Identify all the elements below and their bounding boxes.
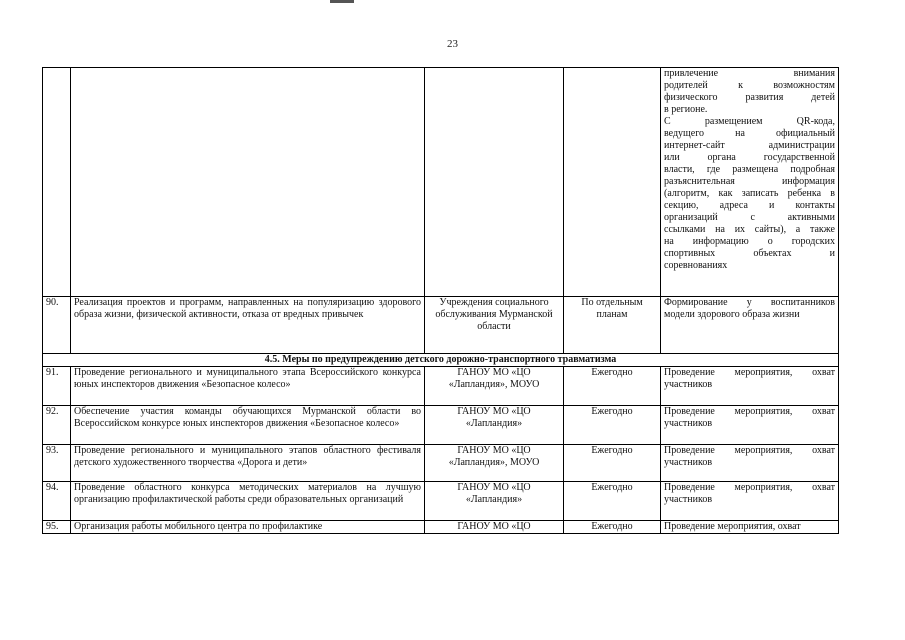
executor-text: ГАНОУ МО «ЦО <box>425 521 564 534</box>
row-number: 90. <box>43 297 71 354</box>
activity-text: Реализация проектов и программ, направленных на популяризацию здорового образа жизни, физической активности, отказа от вредных привычек <box>71 297 425 354</box>
executor-text: ГАНОУ МО «ЦО «Лапландия» <box>425 406 564 445</box>
page-number: 23 <box>447 38 458 50</box>
result-line: родителей к возможностям <box>664 80 835 91</box>
scan-mark <box>330 0 354 3</box>
measures-table <box>42 67 839 534</box>
result-line: ведущего на официальный <box>664 128 835 139</box>
result-line: ссылками на их сайты), а также <box>664 224 835 235</box>
table-row-continuation <box>43 68 839 297</box>
activity-text: Проведение регионального и муниципального этапа Всероссийского конкурса юных инспекторов движения «Безопасное колесо» <box>71 367 425 406</box>
activity-text: Проведение регионального и муниципального этапов областного фестиваля детского художественного творчества «Дорога и дети» <box>71 445 425 482</box>
result-line: (алгоритм, как записать ребенка в <box>664 188 835 199</box>
executor-text: Учреждения социального обслуживания Мурманской области <box>425 297 564 354</box>
result-text: Формирование у воспитанников модели здорового образа жизни <box>661 297 839 354</box>
result-line: секцию, адреса и контакты <box>664 200 835 211</box>
table-row <box>43 406 839 445</box>
term-text: Ежегодно <box>564 406 661 445</box>
num-cell <box>43 68 71 297</box>
result-line: или органа государственной <box>664 152 835 163</box>
executor-cell <box>425 68 564 297</box>
result-text: Проведение мероприятия, охват участников <box>661 482 839 521</box>
result-line: власти, где размещена подробная <box>664 164 835 175</box>
result-line: привлечение внимания <box>664 68 835 79</box>
result-line: соревнованиях <box>664 260 728 271</box>
term-text: Ежегодно <box>564 521 661 534</box>
result-text: Проведение мероприятия, охват участников <box>661 367 839 406</box>
term-cell <box>564 68 661 297</box>
result-line: интернет-сайт администрации <box>664 140 835 151</box>
row-number: 93. <box>43 445 71 482</box>
result-line: спортивных объектах и <box>664 248 835 259</box>
section-title: 4.5. Меры по предупреждению детского дорожно-транспортного травматизма <box>43 354 839 367</box>
section-header-row <box>43 354 839 367</box>
table-row <box>43 367 839 406</box>
executor-text: ГАНОУ МО «ЦО «Лапландия» <box>425 482 564 521</box>
result-cell <box>661 68 839 297</box>
result-line: организаций с активными <box>664 212 835 223</box>
row-number: 94. <box>43 482 71 521</box>
activity-text: Организация работы мобильного центра по профилактике <box>71 521 425 534</box>
table-row <box>43 445 839 482</box>
activity-cell <box>71 68 425 297</box>
result-line: С размещением QR-кода, <box>664 116 835 127</box>
row-number: 92. <box>43 406 71 445</box>
executor-text: ГАНОУ МО «ЦО «Лапландия», МОУО <box>425 367 564 406</box>
executor-text: ГАНОУ МО «ЦО «Лапландия», МОУО <box>425 445 564 482</box>
result-text: Проведение мероприятия, охват участников <box>661 406 839 445</box>
term-text: Ежегодно <box>564 367 661 406</box>
table-row <box>43 482 839 521</box>
result-line: на информацию о городских <box>664 236 835 247</box>
table-row <box>43 521 839 534</box>
result-line: физического развития детей <box>664 92 835 103</box>
result-text: Проведение мероприятия, охват участников <box>661 445 839 482</box>
result-text: Проведение мероприятия, охват <box>661 521 839 534</box>
table-row-90 <box>43 297 839 354</box>
row-number: 95. <box>43 521 71 534</box>
term-text: По отдельным планам <box>564 297 661 354</box>
result-line: в регионе. <box>664 104 708 115</box>
result-line: разъяснительная информация <box>664 176 835 187</box>
activity-text: Обеспечение участия команды обучающихся Мурманской области во Всероссийском конкурсе юных инспекторов движения «Безопасное колесо» <box>71 406 425 445</box>
term-text: Ежегодно <box>564 482 661 521</box>
activity-text: Проведение областного конкурса методических материалов на лучшую организацию профилактической работы среди образовательных организаций <box>71 482 425 521</box>
term-text: Ежегодно <box>564 445 661 482</box>
row-number: 91. <box>43 367 71 406</box>
